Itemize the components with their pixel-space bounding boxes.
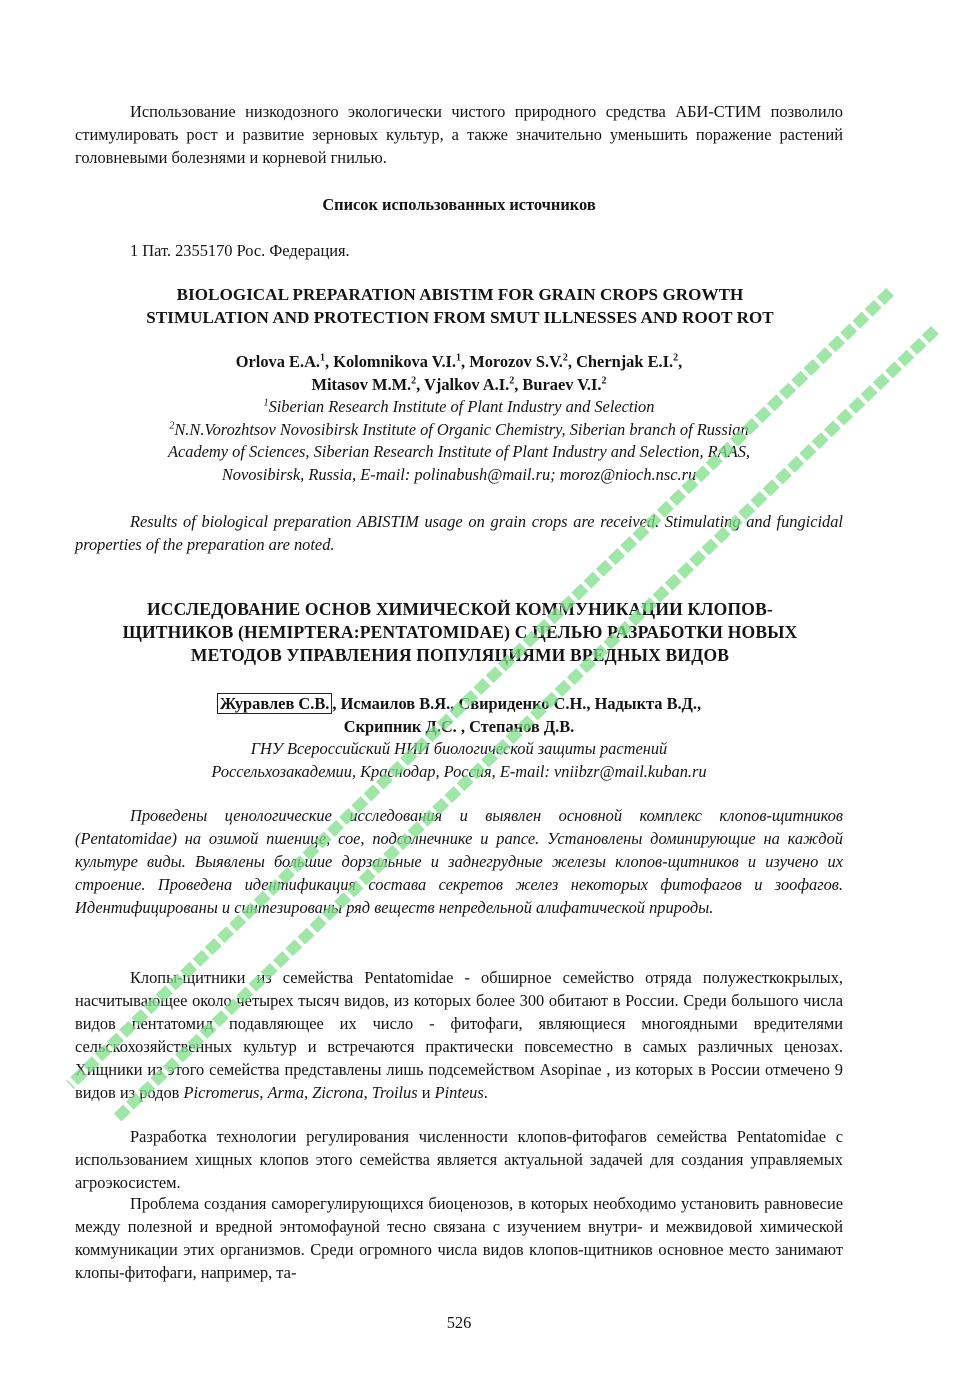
author-sep: ,: [678, 352, 683, 371]
author-sep: ,: [461, 352, 470, 371]
article-ru-title-line: МЕТОДОВ УПРАВЛЕНИЯ ПОПУЛЯЦИЯМИ ВРЕДНЫХ ВИДОВ: [190, 645, 730, 665]
genus-name: Arma: [267, 1083, 305, 1102]
author-sup: 2: [509, 375, 515, 387]
body-paragraph-1: [75, 966, 843, 1104]
references-heading: Список использованных источников: [322, 195, 596, 214]
author-sup: 1: [320, 352, 326, 364]
article-en-authors: [75, 350, 843, 396]
genus-name: Pinteus: [434, 1083, 484, 1102]
author-name: Orlova E.A.: [235, 352, 321, 371]
article-ru-affiliation: [75, 738, 843, 783]
genus-sep: ,: [259, 1083, 268, 1102]
author-name: Chernjak E.I.: [576, 352, 674, 371]
article-ru-title: [60, 598, 860, 667]
genus-sep: и: [417, 1083, 435, 1102]
affiliation-1: Siberian Research Institute of Plant Industry and Selection: [268, 397, 655, 416]
boxed-author: Журавлев С.В.: [217, 693, 332, 714]
genus-name: Troilus: [371, 1083, 418, 1102]
body-paragraph-2: Разработка технологии регулирования численности клопов-фитофагов семейства Pentatomidae с использованием хищных клопов этого семейства является актуальной задачей для создания управляемых агроэкосистем.: [75, 1127, 843, 1192]
author-name: Kolomnikova V.I.: [333, 352, 457, 371]
genus-sep: ,: [363, 1083, 372, 1102]
article-en-affiliations: [75, 396, 843, 486]
article-en-title-line: BIOLOGICAL PREPARATION ABISTIM FOR GRAIN CROPS GROWTH: [176, 285, 744, 304]
affiliation-sup: 2: [169, 420, 175, 432]
author-sup: 2: [601, 375, 607, 387]
author-name: Mitasov M.M.: [311, 375, 412, 394]
affiliation-line: ГНУ Всероссийский НИИ биологической защиты растений: [250, 739, 668, 758]
author-sup: 2: [673, 352, 679, 364]
genus-sep: ,: [304, 1083, 313, 1102]
intro-paragraph: Использование низкодозного экологически чистого природного средства АБИ-СТИМ позволило стимулировать рост и развитие зерновых культур, а также значительно уменьшить поражение растений головневыми болезнями и корневой гнилью.: [75, 102, 843, 167]
author-sep: ,: [416, 375, 425, 394]
genus-name: Zicrona: [312, 1083, 364, 1102]
body-paragraph-1-text: Клопы-щитники из семейства Pentatomidae - обширное семейство отряда полужесткокрылых, насчитывающее около четырех тысяч видов, из которых более 300 обитают в России. Среди большого числа видов пентатомид подавляющее их число - фитофаги, являющиеся многоядными вредителями сельскохозяйственных культур и встречаются практически повсеместно в самых различных ценозах. Хищники из этого семейства представлены лишь подсемейством Asopinae , из которых в России отмечено 9 видов из родов: [75, 968, 843, 1102]
author-sep: ,: [567, 352, 577, 371]
article-en-title-line: STIMULATION AND PROTECTION FROM SMUT ILLNESSES AND ROOT ROT: [146, 308, 774, 327]
author-sup: 2: [411, 375, 417, 387]
author-name: Morozov S.V.: [469, 352, 563, 371]
article-ru-title-line: ЩИТНИКОВ (HEMIPTERA:PENTATOMIDAE) С ЦЕЛЬЮ РАЗРАБОТКИ НОВЫХ: [122, 622, 798, 642]
article-ru-title-line: ИССЛЕДОВАНИЕ ОСНОВ ХИМИЧЕСКОЙ КОММУНИКАЦИИ КЛОПОВ-: [147, 599, 773, 619]
genus-sep: .: [483, 1083, 488, 1102]
affiliation-sup: 1: [263, 397, 269, 409]
author-sep: ,: [325, 352, 334, 371]
article-ru-authors: [75, 692, 843, 738]
reference-item: 1 Пат. 2355170 Рос. Федерация.: [130, 241, 350, 260]
author-name: Vjalkov A.I.: [424, 375, 510, 394]
body-paragraph-3: Проблема создания саморегулирующихся биоценозов, в которых необходимо установить равновесие между полезной и вредной энтомофауной тесно связана с изучением внутри- и межвидовой химической коммуникации этих организмов. Среди огромного числа видов клопов-щитников основное место занимают клопы-фитофаги, например, та-: [75, 1194, 843, 1282]
article-ru-abstract: Проведены ценологические исследования и выявлен основной комплекс клопов-щитников (Pentatomidae) на озимой пшенице, сое, подсолнечнике и рапсе. Установлены доминирующие на каждой культуре виды. Выявлены большие дорзальные и заднегрудные железы клопов-щитников и изучено их строение. Проведена идентификация состава секретов желез некоторых фитофагов и зоофагов. Идентифицированы и синтезированы ряд веществ непредельной алифатической природы.: [75, 806, 843, 917]
article-en-title: [60, 283, 860, 329]
affiliation-2-line: Academy of Sciences, Siberian Research Institute of Plant Industry and Selection, RAAS,: [167, 442, 751, 461]
affiliation-2-line: Novosibirsk, Russia, E-mail: polinabush@mail.ru; moroz@nioch.nsc.ru: [221, 464, 697, 484]
author-sup: 1: [456, 352, 462, 364]
page-number: 526: [446, 1313, 472, 1332]
genus-name: Picromerus: [183, 1083, 260, 1102]
authors-line: , Исмаилов В.Я., Свириденко С.Н., Надыкта В.Д.,: [332, 694, 702, 713]
author-sup: 2: [562, 352, 568, 364]
article-en-abstract: Results of biological preparation ABISTIM usage on grain crops are received. Stimulating and fungicidal properties of the preparation are noted.: [75, 512, 843, 554]
affiliation-2-line: N.N.Vorozhtsov Novosibirsk Institute of Organic Chemistry, Siberian branch of Russian: [174, 419, 749, 439]
affiliation-line: Россельхозакадемии, Краснодар, Россия, E-mail: vniibzr@mail.kuban.ru: [211, 761, 707, 781]
author-name: Buraev V.I.: [522, 375, 602, 394]
author-sep: ,: [514, 375, 523, 394]
authors-line: Скрипник Д.С. , Степанов Д.В.: [343, 717, 575, 736]
